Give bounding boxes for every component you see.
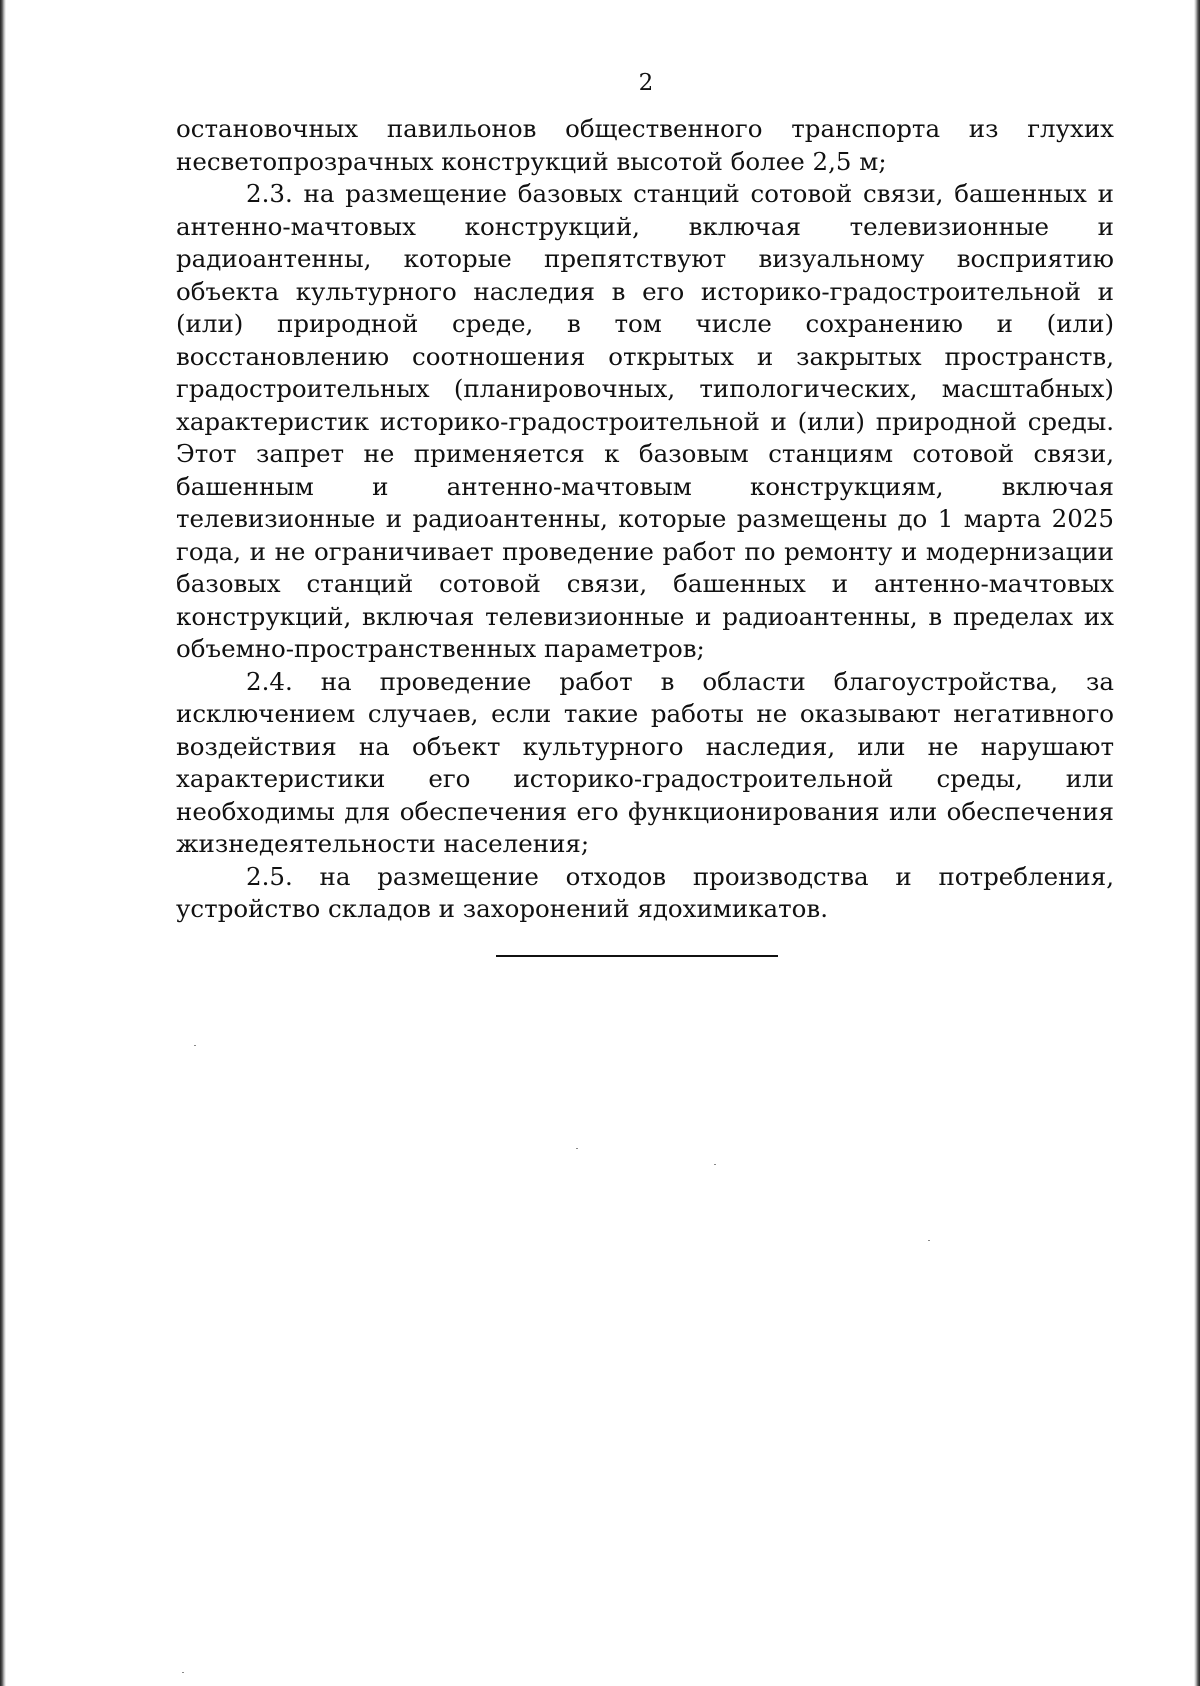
scan-speck [182,1672,184,1673]
scan-speck [928,1240,930,1241]
scan-edge-right [1194,0,1200,1686]
scan-speck [194,1045,196,1046]
closing-rule [496,955,778,957]
paragraph-item-2-4: 2.4. на проведение работ в области благоустройства, за исключением случаев, если такие работы не оказывают негативного воздействия на объект культурного наследия, или не нарушают характеристики его историко-градостроительной среды, или необходимы для обеспечения его функционирования или обеспечения жизнедеятельности населения; [176,666,1114,858]
paragraph-continuation: остановочных павильонов общественного транспорта из глухих несветопрозрачных конструкций высотой более 2,5 м; [176,114,1114,176]
paragraph-item-2-5: 2.5. на размещение отходов производства и потребления, устройство складов и захоронений ядохимикатов. [176,861,1114,923]
document-body [176,113,1114,926]
page-number: 2 [638,70,654,96]
scan-speck [714,1164,716,1165]
scan-edge-left [0,0,6,1686]
paragraph-item-2-3: 2.3. на размещение базовых станций сотовой связи, башенных и антенно-мачтовых конструкций, включая телевизионные и радиоантенны, которые препятствуют визуальному восприятию объекта культурного наследия в его историко-градостроительной и (или) природной среде, в том числе сохранению и (или) восстановлению соотношения открытых и закрытых пространств, градостроительных (планировочных, типологических, масштабных) характеристик историко-градостроительной и (или) природной среды. Этот запрет не применяется к базовым станциям сотовой связи, башенным и антенно-мачтовым конструкциям, включая телевизионные и радиоантенны, которые размещены до 1 марта 2025 года, и не ограничивает проведение работ по ремонту и модернизации базовых станций сотовой связи, башенных и антенно-мачтовых конструкций, включая телевизионные и радиоантенны, в пределах их объемно-пространственных параметров; [176,179,1114,663]
scan-speck [576,1148,578,1149]
